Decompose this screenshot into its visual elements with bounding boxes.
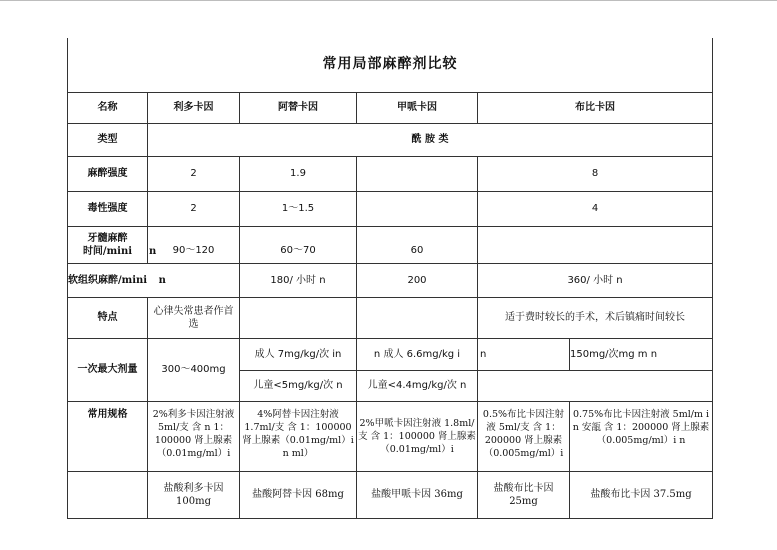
max-dose-bupivacaine-empty — [478, 370, 713, 401]
dental-duration-articaine-value: 60～70 — [280, 245, 316, 256]
header-mepivacaine: 甲哌卡因 — [357, 92, 478, 123]
table-title: 常用局部麻醉剂比较 — [68, 38, 713, 92]
spec-lidocaine: 2%利多卡因注射液 5ml/支 含 n 1：100000 肾上腺素（0.01mg/ml）i — [148, 401, 240, 471]
max-dose-bupivacaine: 150mg/次mg m n — [570, 338, 713, 370]
features-articaine — [240, 297, 357, 338]
max-dose-row-a — [68, 338, 713, 370]
soft-duration-bupivacaine: 360/ 小时 n — [478, 263, 713, 297]
toxicity-label: 毒性强度 — [68, 191, 148, 226]
dental-duration-lidocaine-value: 90～120 — [172, 245, 215, 256]
header-bupivacaine: 布比卡因 — [478, 92, 713, 123]
salt-bupivacaine-a: 盐酸布比卡因 25mg — [478, 471, 570, 518]
dental-duration-label-line2: 时间/mini — [82, 245, 133, 257]
max-dose-articaine-child: 儿童<5mg/kg/次 n — [240, 370, 357, 401]
features-mepivacaine — [357, 297, 478, 338]
features-bupivacaine: 适于费时较长的手术，术后镇痛时间较长 — [478, 297, 713, 338]
soft-duration-row — [68, 263, 713, 297]
spec-mepivacaine: 2%甲哌卡因注射液 1.8ml/支 含 1：100000 肾上腺素（0.01mg/ml）i — [357, 401, 478, 471]
page-top-rule — [0, 0, 777, 1]
potency-label: 麻醉强度 — [68, 156, 148, 191]
spec-bupivacaine-b: 0.75%布比卡因注射液 5ml/m i n 安瓿 含 1：200000 肾上腺素（0.005mg/ml）i n — [570, 401, 713, 471]
toxicity-bupivacaine: 4 — [478, 191, 713, 226]
potency-articaine: 1.9 — [240, 156, 357, 191]
features-row — [68, 297, 713, 338]
header-row — [68, 92, 713, 123]
header-name: 名称 — [68, 92, 148, 123]
dental-duration-mepivacaine-value: 60 — [410, 245, 424, 256]
soft-duration-mepivacaine: 200 — [357, 263, 478, 297]
toxicity-lidocaine: 2 — [148, 191, 240, 226]
dental-duration-label-suffix: n — [149, 245, 157, 257]
max-dose-articaine-adult: 成人 7mg/kg/次 in — [240, 338, 357, 370]
features-label: 特点 — [68, 297, 148, 338]
spec-bupivacaine-a: 0.5%布比卡因注射液 5ml/支 含 1：200000 肾上腺素（0.005mg/ml）i — [478, 401, 570, 471]
salt-lidocaine: 盐酸利多卡因 100mg — [148, 471, 240, 518]
header-lidocaine: 利多卡因 — [148, 92, 240, 123]
salt-mepivacaine: 盐酸甲哌卡因 36mg — [357, 471, 478, 518]
dental-duration-mepivacaine — [357, 226, 478, 263]
max-dose-mepivacaine-child: 儿童<4.4mg/kg/次 n — [357, 370, 478, 401]
salt-bupivacaine-b: 盐酸布比卡因 37.5mg — [570, 471, 713, 518]
dental-duration-lidocaine — [148, 226, 240, 263]
soft-duration-label-cell — [68, 263, 240, 297]
toxicity-row — [68, 191, 713, 226]
type-label: 类型 — [68, 123, 148, 156]
spec-row — [68, 401, 713, 471]
toxicity-mepivacaine — [357, 191, 478, 226]
anesthetic-comparison-table — [67, 38, 713, 519]
type-value: 酰 胺 类 — [148, 123, 713, 156]
max-dose-mepivacaine-adult: n 成人 6.6mg/kg i — [357, 338, 478, 370]
toxicity-articaine: 1～1.5 — [240, 191, 357, 226]
header-articaine: 阿替卡因 — [240, 92, 357, 123]
features-lidocaine: 心律失常患者作首选 — [148, 297, 240, 338]
soft-duration-label: 软组织麻醉/mini — [68, 274, 148, 286]
dental-duration-articaine — [240, 226, 357, 263]
dental-duration-row — [68, 226, 713, 263]
dental-duration-label-line1: 牙髓麻醉 — [87, 232, 128, 244]
potency-bupivacaine: 8 — [478, 156, 713, 191]
spec-label: 常用规格 — [68, 401, 148, 471]
soft-duration-label-suffix: n — [158, 274, 166, 286]
max-dose-label: 一次最大剂量 — [68, 338, 148, 401]
max-dose-lidocaine: 300～400mg — [148, 338, 240, 401]
max-dose-bupivacaine-left: n — [478, 338, 570, 370]
potency-mepivacaine — [357, 156, 478, 191]
salt-label-empty — [68, 471, 148, 518]
dental-duration-label — [68, 226, 148, 263]
salt-row — [68, 471, 713, 518]
type-row — [68, 123, 713, 156]
potency-lidocaine: 2 — [148, 156, 240, 191]
title-row — [68, 38, 713, 92]
potency-row — [68, 156, 713, 191]
spec-articaine: 4%阿替卡因注射液 1.7ml/支 含 1：100000 肾上腺素（0.01mg/ml）i n ml） — [240, 401, 357, 471]
soft-duration-articaine: 180/ 小时 n — [240, 263, 357, 297]
dental-duration-bupivacaine — [478, 226, 713, 263]
salt-articaine: 盐酸阿替卡因 68mg — [240, 471, 357, 518]
